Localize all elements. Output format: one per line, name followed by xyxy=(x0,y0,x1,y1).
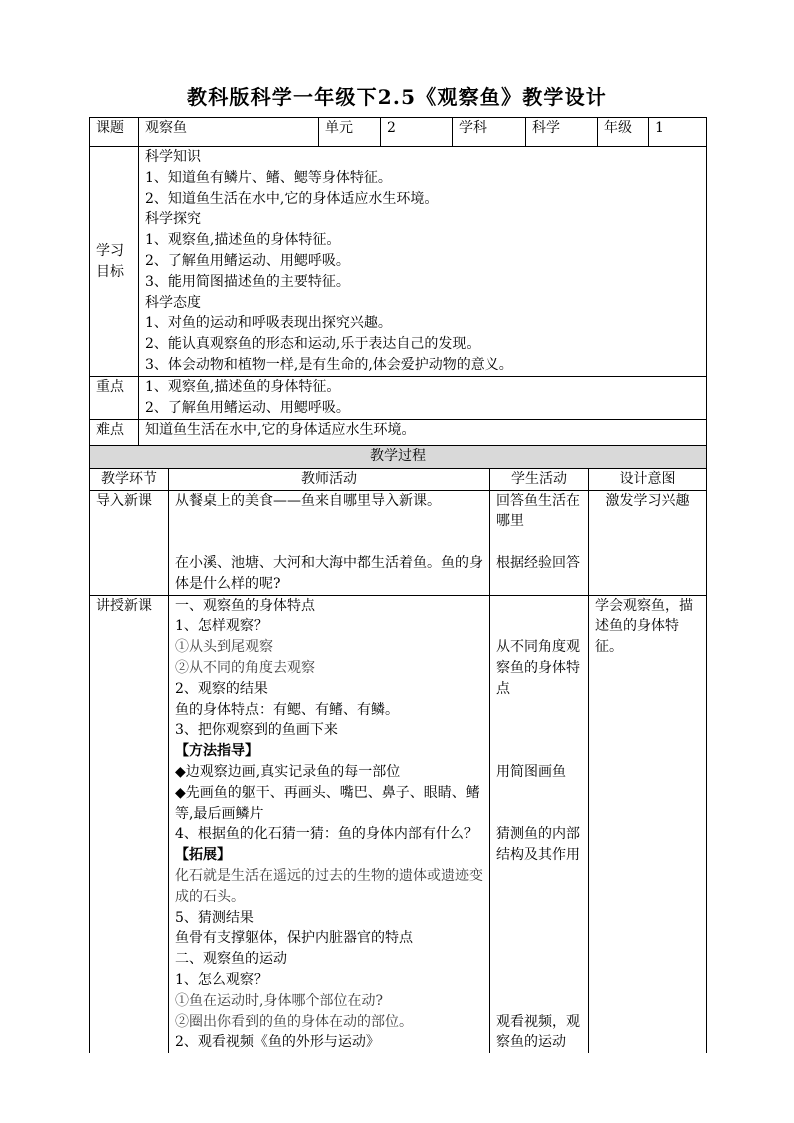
key-point-line: 2、了解鱼用鳍运动、用鳃呼吸。 xyxy=(145,399,350,416)
teacher-line: 鱼的身体特点：有鳃、有鳍、有鳞。 xyxy=(175,701,399,718)
teacher-line: 一、观察鱼的身体特点 xyxy=(175,597,315,614)
student-activity: 观看视频，观察鱼的运动 xyxy=(496,1013,580,1051)
difficulties-row xyxy=(90,419,707,445)
objective-line: 2、了解鱼用鳍运动、用鳃呼吸。 xyxy=(145,252,350,269)
teacher-line: ②圈出你看到的鱼的身体在动的部位。 xyxy=(175,1013,413,1030)
lesson-plan-table xyxy=(89,117,707,1053)
teacher-line: ◆先画鱼的躯干、再画头、嘴巴、鼻子、眼睛、鳍等,最后画鳞片 xyxy=(175,784,480,822)
key-points-content xyxy=(139,377,707,420)
method-guide-heading: 【方法指导】 xyxy=(175,743,259,760)
teacher-line: ①鱼在运动时,身体哪个部位在动? xyxy=(175,992,383,1009)
intro-stage: 导入新课 xyxy=(90,490,169,595)
student-activity: 回答鱼生活在哪里 xyxy=(496,492,580,530)
teaching-stage: 讲授新课 xyxy=(90,595,169,1053)
objectives-content xyxy=(139,147,707,377)
teaching-row xyxy=(90,595,707,1053)
objective-line: 3、体会动物和植物一样,是有生命的,体会爱护动物的意义。 xyxy=(145,356,513,373)
subject-value: 科学 xyxy=(526,118,598,147)
teacher-line: 2、观察的结果 xyxy=(175,680,268,697)
student-activity: 猜测鱼的内部结构及其作用 xyxy=(496,826,580,864)
teaching-teacher xyxy=(169,595,490,1053)
teacher-line: 化石就是生活在遥远的过去的生物的遗体或遗迹变成的石头。 xyxy=(175,867,483,905)
student-activity: 根据经验回答 xyxy=(496,554,580,571)
unit-value: 2 xyxy=(381,118,453,147)
objective-heading: 科学知识 xyxy=(145,149,201,165)
objective-line: 2、能认真观察鱼的形态和运动,乐于表达自己的发现。 xyxy=(145,336,481,353)
objective-heading: 科学探究 xyxy=(145,211,201,228)
objective-heading: 科学态度 xyxy=(145,294,201,311)
objective-line: 1、对鱼的运动和呼吸表现出探究兴趣。 xyxy=(145,315,392,332)
key-points-row xyxy=(90,377,707,420)
process-section-title: 教学过程 xyxy=(90,445,707,468)
intro-intent: 激发学习兴趣 xyxy=(589,490,707,595)
header-teacher: 教师活动 xyxy=(169,468,490,490)
topic-label: 课题 xyxy=(90,118,139,147)
teacher-line: 2、观看视频《鱼的外形与运动》 xyxy=(175,1034,380,1051)
student-activity: 从不同角度观察鱼的身体特点 xyxy=(496,639,580,697)
key-point-line: 1、观察鱼,描述鱼的身体特征。 xyxy=(145,379,341,395)
subject-label: 学科 xyxy=(453,118,526,147)
objective-line: 1、观察鱼,描述鱼的身体特征。 xyxy=(145,232,341,249)
teacher-line: 二、观察鱼的运动 xyxy=(175,951,287,968)
extension-heading: 【拓展】 xyxy=(175,847,231,864)
unit-label: 单元 xyxy=(319,118,381,147)
intro-student xyxy=(490,490,589,595)
teacher-line: 在小溪、池塘、大河和大海中都生活着鱼。鱼的身体是什么样的呢? xyxy=(175,554,483,592)
teacher-line: ①从头到尾观察 xyxy=(175,639,273,656)
objective-line: 3、能用简图描述鱼的主要特征。 xyxy=(145,273,350,290)
teacher-line: 1、怎么观察？ xyxy=(175,971,268,988)
student-activity: 用简图画鱼 xyxy=(496,763,566,780)
teaching-intent: 学会观察鱼，描述鱼的身体特征。 xyxy=(589,595,707,1053)
info-row xyxy=(90,118,707,147)
objective-line: 1、知道鱼有鳞片、鳍、鳃等身体特征。 xyxy=(145,169,392,186)
header-student: 学生活动 xyxy=(490,468,589,490)
difficulties-label: 难点 xyxy=(90,419,139,445)
teacher-line: 4、根据鱼的化石猜一猜：鱼的身体内部有什么？ xyxy=(175,826,478,843)
teacher-line: 从餐桌上的美食——鱼来自哪里导入新课。 xyxy=(175,492,441,509)
teacher-line: ②从不同的角度去观察 xyxy=(175,659,315,676)
document-title: 教科版科学一年级下2.5《观察鱼》教学设计 xyxy=(187,85,607,109)
intro-teacher xyxy=(169,490,490,595)
teacher-line: 鱼骨有支撑躯体，保护内脏器官的特点 xyxy=(175,930,413,947)
teacher-line: 3、把你观察到的鱼画下来 xyxy=(175,722,338,739)
objectives-label: 学习目标 xyxy=(90,147,139,377)
intro-row xyxy=(90,490,707,595)
grade-label: 年级 xyxy=(598,118,649,147)
header-stage: 教学环节 xyxy=(90,468,169,490)
header-intent: 设计意图 xyxy=(589,468,707,490)
process-header-row xyxy=(90,468,707,490)
objectives-row xyxy=(90,147,707,377)
difficulties-text: 知道鱼生活在水中,它的身体适应水生环境。 xyxy=(139,419,707,445)
grade-value: 1 xyxy=(649,118,707,147)
topic-value: 观察鱼 xyxy=(139,118,319,147)
teacher-line: ◆边观察边画,真实记录鱼的每一部位 xyxy=(175,763,401,780)
process-section-row xyxy=(90,445,707,468)
objective-line: 2、知道鱼生活在水中,它的身体适应水生环境。 xyxy=(145,190,439,207)
key-points-label: 重点 xyxy=(90,377,139,420)
teacher-line: 1、怎样观察？ xyxy=(175,618,268,635)
teaching-student xyxy=(490,595,589,1053)
teacher-line: 5、猜测结果 xyxy=(175,909,254,926)
